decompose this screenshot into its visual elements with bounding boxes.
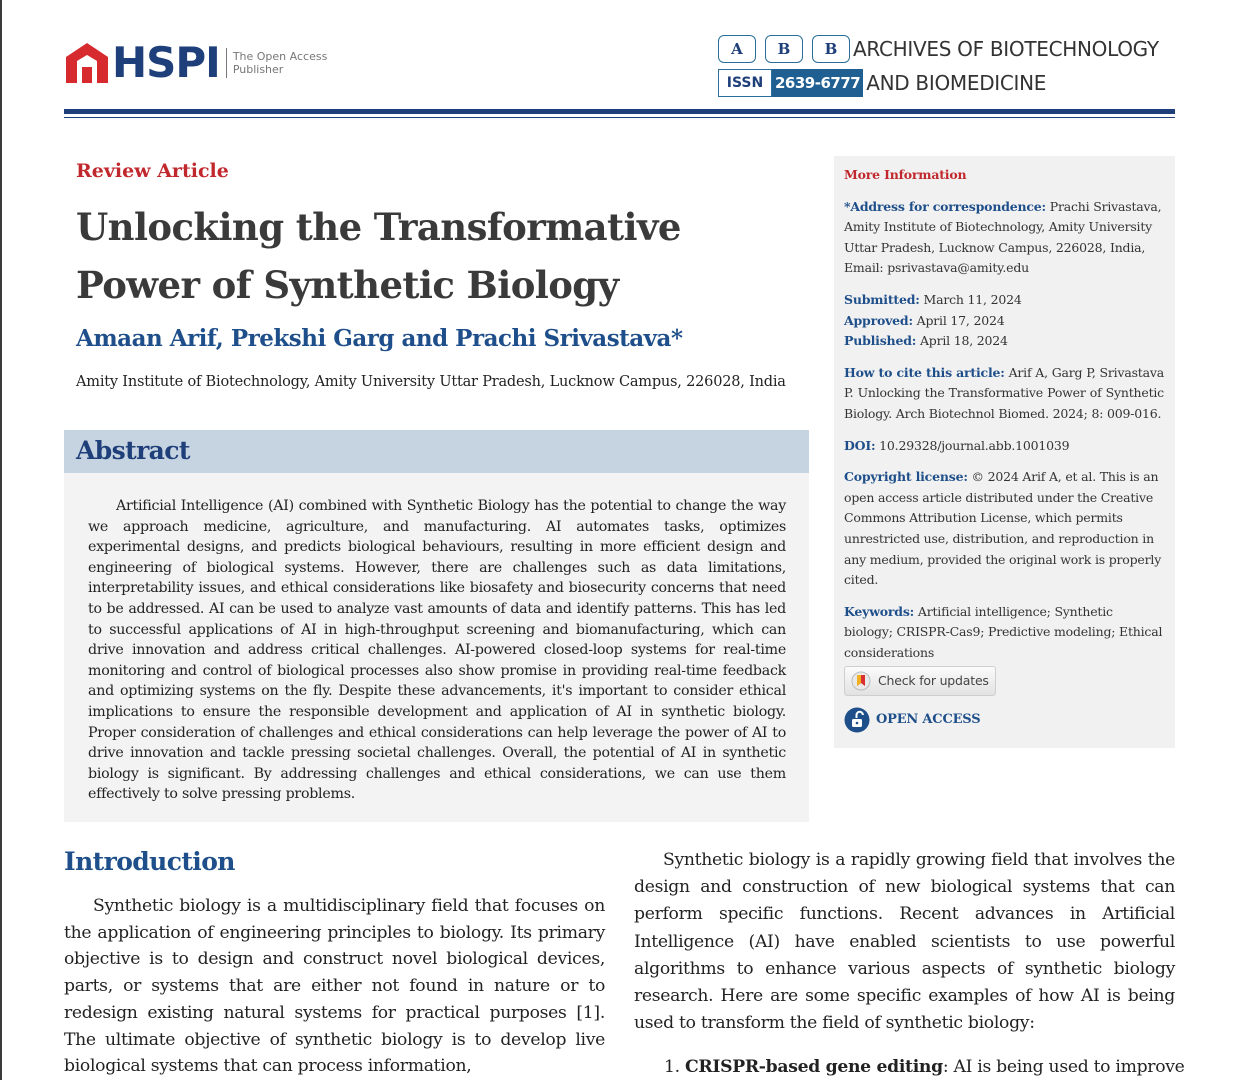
more-information-panel [834, 156, 1175, 748]
list-item-text: : AI is being used to improve [942, 1057, 1185, 1077]
published-date: April 18, 2024 [919, 333, 1008, 349]
copyright-label: Copyright license: [844, 469, 968, 485]
article-type: Review Article [76, 160, 229, 182]
doi-link[interactable]: 10.29328/journal.abb.1001039 [879, 437, 1070, 453]
journal-name-line-2: AND BIOMEDICINE [866, 71, 1047, 95]
journal-letter-a: A [718, 35, 756, 63]
doi-label: DOI: [844, 437, 876, 453]
open-lock-icon [844, 707, 870, 733]
citation-label: How to cite this article: [844, 364, 1005, 380]
article-authors: Amaan Arif, Prekshi Garg and Prachi Srivastava* [76, 325, 683, 352]
published-line [844, 331, 1164, 352]
submitted-label: Submitted: [844, 291, 920, 307]
hspi-house-icon [64, 41, 110, 85]
introduction-heading: Introduction [64, 847, 235, 876]
header-rule-thin [64, 117, 1175, 118]
check-for-updates-button[interactable] [844, 666, 996, 696]
journal-letter-b1: B [765, 35, 803, 63]
approved-date: April 17, 2024 [916, 312, 1005, 328]
abstract-header [64, 430, 809, 473]
introduction-paragraph: Synthetic biology is a multidisciplinary field that focuses on the application of engineering principles to biology. Its primary objective is to design and construct novel biological devices, parts, or systems that are either not found in nature or to redesign existing natural systems for practical purposes [1]. The ultimate objective of synthetic biology is to develop live biological systems that can process information, [64, 896, 605, 1077]
right-column-paragraph: Synthetic biology is a rapidly growing field that involves the design and construction of new biological systems that can perform specific functions. Recent advances in Artificial Intelligence (AI) have enabled scientists to use powerful algorithms to enhance various aspects of synthetic biology research. Here are some specific examples of how AI is being used to transform the field of synthetic biology: [634, 850, 1175, 1034]
approved-line [844, 311, 1164, 332]
correspondence-block [844, 197, 1164, 279]
publisher-logo[interactable] [64, 40, 327, 86]
page-left-edge [0, 0, 2, 1080]
article-title: Unlocking the Transformative Power of Synthetic Biology [76, 205, 681, 307]
list-item-crispr [664, 1054, 1184, 1081]
keywords-label: Keywords: [844, 603, 915, 619]
author-affiliation: Amity Institute of Biotechnology, Amity University Uttar Pradesh, Lucknow Campus, 226028, India [76, 374, 786, 390]
journal-name-line-1: ARCHIVES OF BIOTECHNOLOGY [853, 37, 1159, 61]
tagline-line-2: Publisher [232, 63, 284, 76]
issn-number: 2639-6777 [772, 69, 863, 97]
doi-line[interactable] [844, 436, 1164, 457]
header-rule-thick [64, 109, 1175, 114]
abstract-text: Artificial Intelligence (AI) combined with Synthetic Biology has the potential to change the way we approach medicine, agriculture, and manufacturing. AI automates tasks, optimizes experimental designs, and predicts biological behaviours, resulting in more efficient design and engineering of biological systems. However, there are challenges such as data limitations, interpretability issues, and ethical considerations like biosafety and biosecurity concerns that need to be addressed. AI can be used to analyze vast amounts of data and identify patterns. This has led to successful applications of AI in high-throughput screening and biomanufacturing, which can drive innovation and address critical challenges. AI-powered closed-loop systems for real-time monitoring and control of biological processes also show promise in providing real-time feedback and optimizing systems on the fly. Despite these advancements, it's important to consider ethical implications to ensure the responsible development and application of AI in synthetic biology. Proper consideration of challenges and ethical considerations can help leverage the power of AI to drive innovation and tackle pressing societal challenges. Overall, the potential of AI in synthetic biology is significant. By addressing challenges and ethical considerations, we can use them effectively to solve pressing problems. [88, 498, 786, 803]
keywords-block [844, 602, 1164, 664]
abstract-heading: Abstract [76, 436, 190, 465]
issn-label: ISSN [718, 69, 772, 97]
submitted-line [844, 290, 1164, 311]
copyright-text: © 2024 Arif A, et al. This is an open access article distributed under the Creative Commons Attribution License, which permits unrestricted use, distribution, and reproduction in any medium, provided the original work is properly cited. [844, 469, 1162, 588]
check-for-updates-label: Check for updates [878, 673, 989, 689]
journal-badge[interactable] [718, 33, 1159, 99]
keywords-text: Artificial intelligence; Synthetic biology; CRISPR-Cas9; Predictive modeling; Ethical considerations [844, 603, 1163, 660]
open-access-label: OPEN ACCESS [876, 711, 981, 727]
copyright-block [844, 467, 1164, 591]
citation-text: Arif A, Garg P, Srivastava P. Unlocking the Transformative Power of Synthetic Biology. Arch Biotechnol Biomed. 2024; 8: 009-016. [844, 364, 1164, 421]
journal-row-1 [718, 33, 1159, 65]
abstract-box [64, 473, 809, 822]
logo-divider [226, 48, 227, 78]
journal-letter-b2: B [812, 35, 850, 63]
publisher-tagline [233, 50, 328, 76]
tagline-line-1: The Open Access [232, 50, 328, 63]
correspondence-label: *Address for correspondence: [844, 198, 1046, 214]
list-item-bold-term: CRISPR-based gene editing [684, 1057, 943, 1077]
published-label: Published: [844, 333, 917, 349]
more-information-heading: More Information [844, 167, 967, 182]
open-access-badge[interactable] [844, 707, 1164, 733]
list-item-number: 1. [664, 1057, 680, 1077]
approved-label: Approved: [844, 312, 913, 328]
publisher-name: HSPI [112, 38, 220, 87]
journal-row-2 [718, 67, 1159, 99]
submitted-date: March 11, 2024 [923, 291, 1022, 307]
correspondence-text: Prachi Srivastava, Amity Institute of Biotechnology, Amity University Uttar Pradesh, Lucknow Campus, 226028, India, Email: psrivastava@amity.edu [844, 198, 1162, 276]
citation-block [844, 363, 1164, 425]
crossmark-icon [851, 671, 871, 691]
